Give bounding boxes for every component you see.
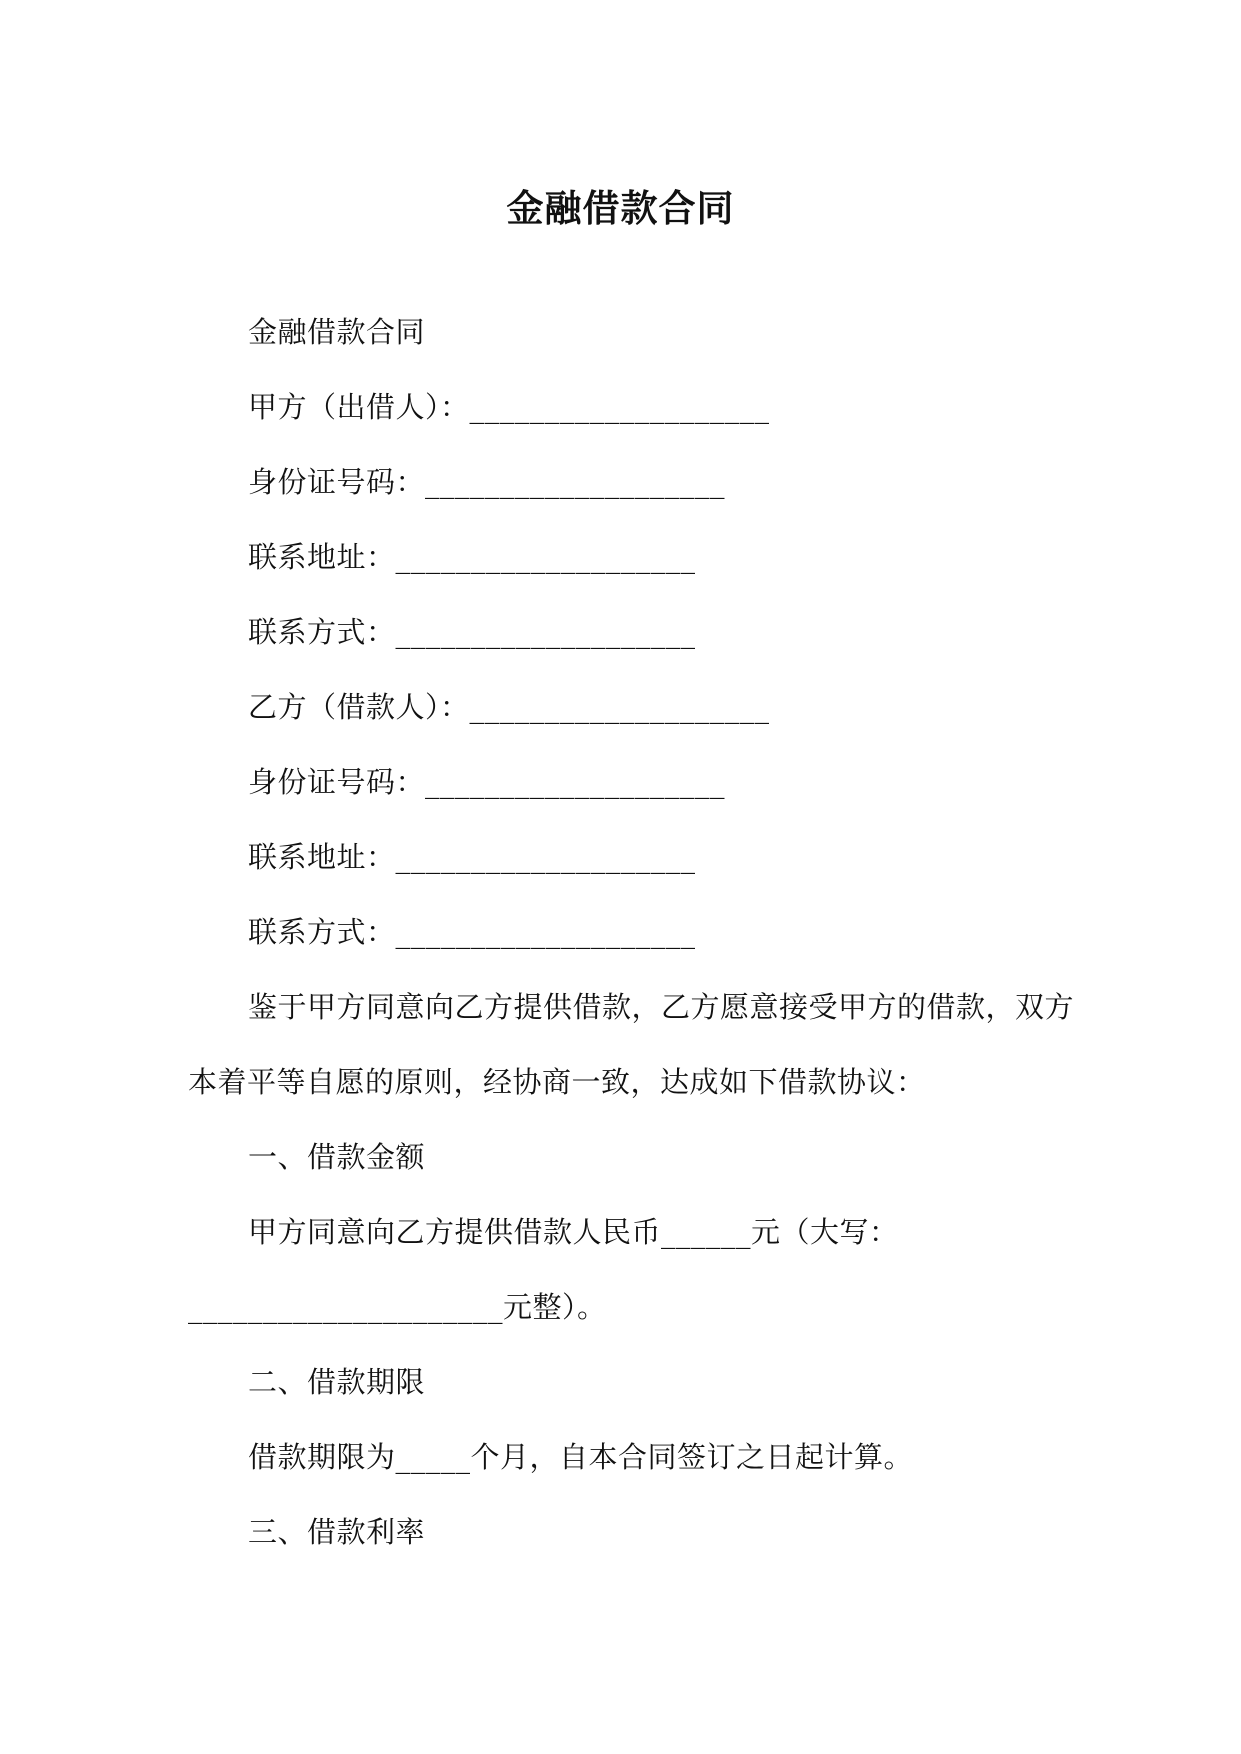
party-b-name-field: 乙方（借款人）：____________________ [248, 690, 770, 724]
term-clause-line: 借款期限为_____个月，自本合同签订之日起计算。 [248, 1440, 914, 1474]
section-heading-interest: 三、借款利率 [248, 1515, 426, 1549]
party-a-contact-field: 联系方式：____________________ [248, 615, 696, 649]
section-heading-amount: 一、借款金额 [248, 1140, 426, 1174]
party-a-id-field: 身份证号码：____________________ [248, 465, 726, 499]
section-heading-term: 二、借款期限 [248, 1365, 426, 1399]
party-a-address-field: 联系地址：____________________ [248, 540, 696, 574]
subtitle-line: 金融借款合同 [248, 315, 426, 349]
preamble-line-1: 鉴于甲方同意向乙方提供借款，乙方愿意接受甲方的借款，双方 [248, 990, 1075, 1024]
party-a-name-field: 甲方（出借人）：____________________ [248, 390, 770, 424]
party-b-address-field: 联系地址：____________________ [248, 840, 696, 874]
document-title: 金融借款合同 [506, 186, 735, 230]
party-b-id-field: 身份证号码：____________________ [248, 765, 726, 799]
amount-clause-line-2: _____________________元整）。 [188, 1290, 607, 1324]
preamble-line-2: 本着平等自愿的原则，经协商一致，达成如下借款协议： [188, 1065, 926, 1099]
party-b-contact-field: 联系方式：____________________ [248, 915, 696, 949]
amount-clause-line-1: 甲方同意向乙方提供借款人民币______元（大写： [248, 1215, 899, 1249]
